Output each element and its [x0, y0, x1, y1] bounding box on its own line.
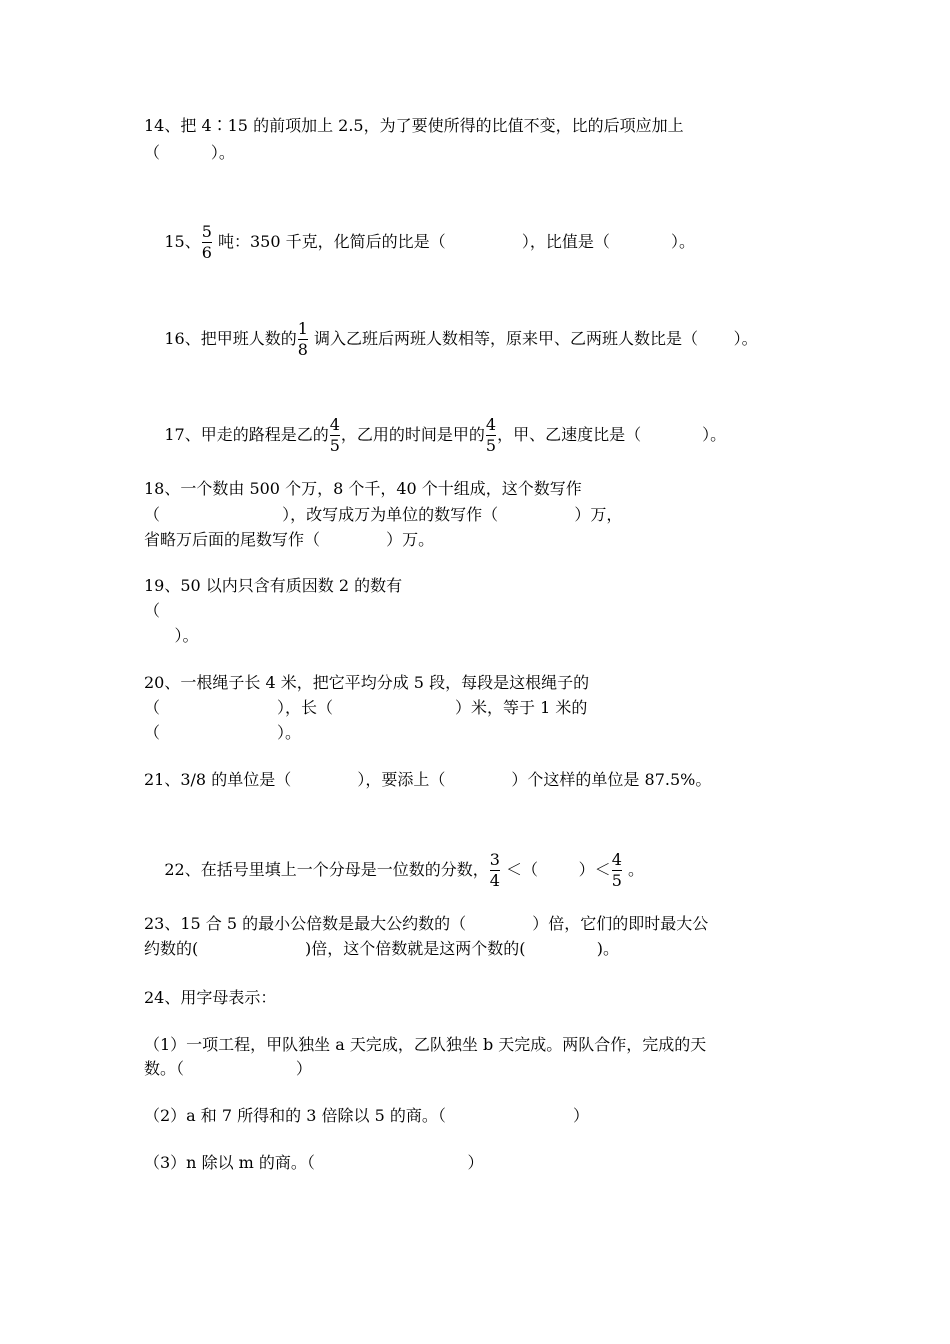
question-19-line-2: （ [144, 601, 161, 620]
question-24-title: 24、用字母表示： [144, 988, 277, 1007]
question-14-line-2: （ ）。 [144, 143, 235, 162]
question-22-text: 。 [622, 860, 644, 879]
question-24-part-2: （2）a 和 7 所得和的 3 倍除以 5 的商。（ ） [144, 1106, 590, 1125]
question-14-line-1: 14、把 4∶15 的前项加上 2.5，为了要使所得的比值不变，比的后项应加上 [144, 116, 684, 135]
question-15-prefix: 15、 [164, 232, 201, 251]
fraction-denominator: 4 [489, 871, 500, 890]
question-20-line-3: （ ）。 [144, 723, 301, 742]
question-23-line-1: 23、15 合 5 的最小公倍数是最大公约数的（ ）倍，它们的即时最大公 [144, 914, 709, 933]
question-17 [144, 396, 726, 475]
fraction-numerator: 3 [489, 850, 500, 869]
fraction-denominator: 5 [485, 436, 497, 455]
fraction-4-5-first [330, 416, 340, 455]
question-17-text: ，甲、乙速度比是（ ）。 [497, 425, 727, 444]
question-15 [144, 203, 695, 282]
question-18-line-3: 省略万后面的尾数写作（ ）万。 [144, 530, 435, 549]
question-16-prefix: 16、把甲班人数的 [164, 329, 297, 348]
question-19-line-1: 19、50 以内只含有质因数 2 的数有 [144, 576, 403, 595]
question-22-mid: ＜（ ）＜ [500, 860, 611, 879]
fraction-numerator: 4 [329, 415, 340, 434]
question-16 [144, 300, 758, 379]
question-23-line-2: 约数的( )倍，这个倍数就是这两个数的( )。 [144, 939, 619, 958]
fraction-4-5-second [486, 416, 496, 455]
question-20-line-2: （ ），长（ ）米，等于 1 米的 [144, 698, 588, 717]
fraction-1-8 [298, 320, 308, 359]
question-24-part-1-line-2: 数。（ ） [144, 1059, 312, 1078]
question-22-prefix: 22、在括号里填上一个分母是一位数的分数， [164, 860, 489, 879]
question-19-line-3: ）。 [144, 626, 199, 645]
fraction-denominator: 6 [201, 243, 212, 262]
fraction-denominator: 5 [611, 871, 622, 890]
fraction-numerator: 4 [611, 850, 622, 869]
fraction-numerator: 1 [297, 319, 308, 338]
question-17-mid: ，乙用的时间是甲的 [340, 425, 485, 444]
fraction-numerator: 4 [485, 415, 497, 434]
question-24-part-3: （3）n 除以 m 的商。（ ） [144, 1153, 484, 1172]
question-15-text: 吨：350 千克，化简后的比是（ ），比值是（ ）。 [212, 232, 695, 251]
fraction-5-6 [202, 223, 212, 262]
question-17-prefix: 17、甲走的路程是乙的 [164, 425, 329, 444]
fraction-denominator: 8 [297, 340, 308, 359]
fraction-denominator: 5 [329, 436, 340, 455]
question-22 [144, 831, 644, 910]
question-18-line-2: （ ），改写成万为单位的数写作（ ）万， [144, 505, 623, 524]
fraction-numerator: 5 [201, 222, 212, 241]
question-16-text: 调入乙班后两班人数相等，原来甲、乙两班人数比是（ ）。 [308, 329, 758, 348]
question-20-line-1: 20、一根绳子长 4 米，把它平均分成 5 段，每段是这根绳子的 [144, 673, 590, 692]
question-24-part-1-line-1: （1）一项工程，甲队独坐 a 天完成，乙队独坐 b 天完成。两队合作，完成的天 [144, 1035, 707, 1054]
question-21: 21、3/8 的单位是（ ），要添上（ ）个这样的单位是 87.5%。 [144, 770, 712, 789]
fraction-4-5 [612, 851, 622, 890]
question-18-line-1: 18、一个数由 500 个万，8 个千，40 个十组成，这个数写作 [144, 479, 582, 498]
fraction-3-4 [490, 851, 500, 890]
